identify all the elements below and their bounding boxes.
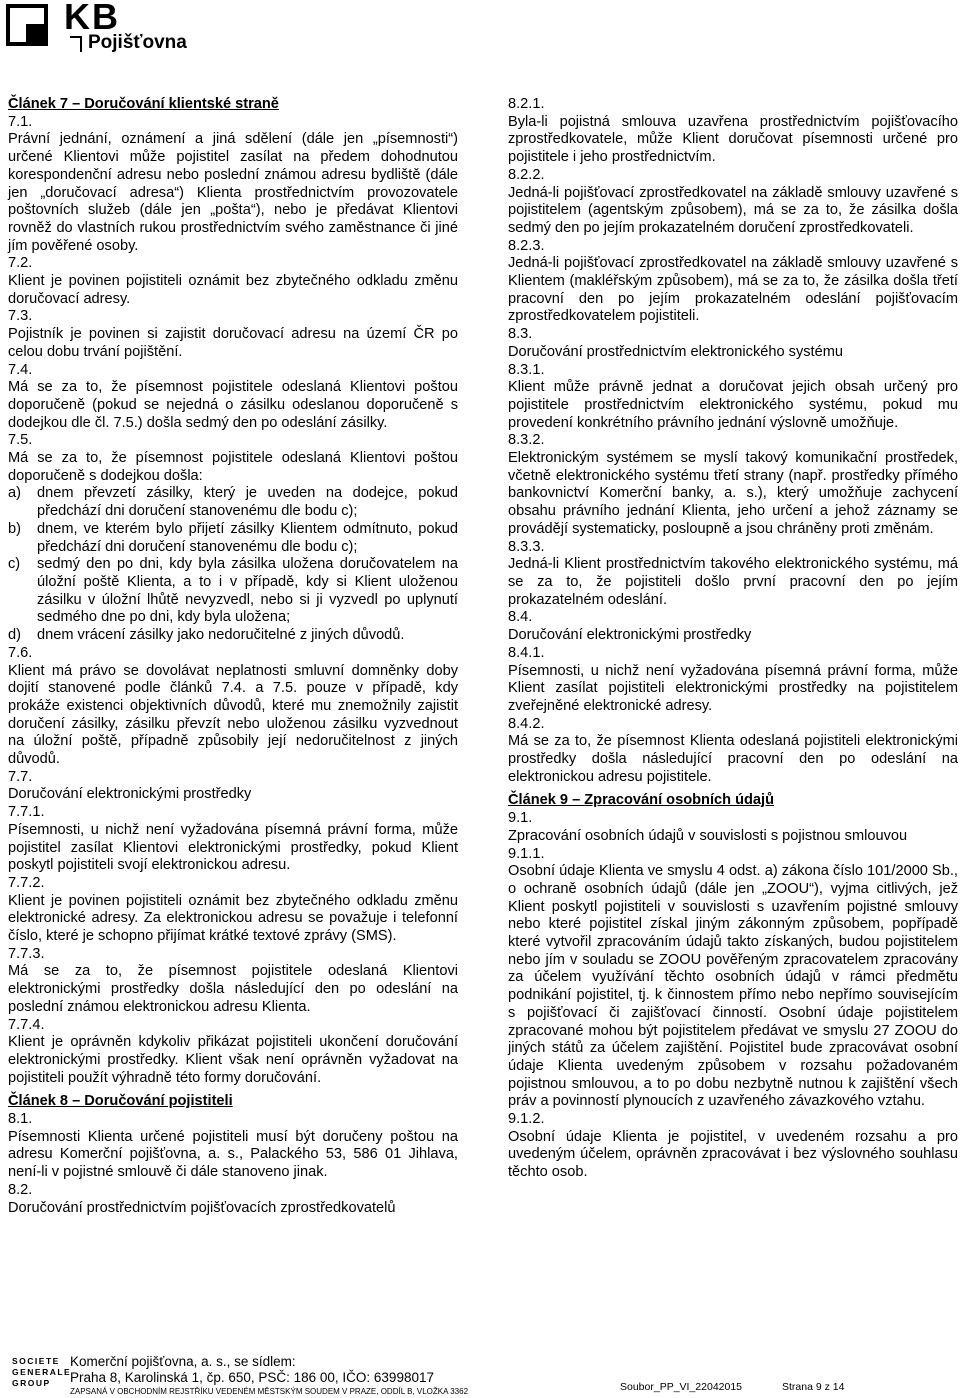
list-item: d) dnem vrácení zásilky jako nedoručitelné z jiných důvodů.	[8, 627, 405, 644]
section-number: 7.7.2.	[8, 874, 45, 891]
section-text: Doručování elektronickými prostředky	[8, 786, 252, 803]
article-7-heading: Článek 7 – Doručování klientské straně	[8, 96, 279, 112]
section-text: Osobní údaje Klienta ve smyslu 4 odst. a) zákona číslo 101/2000 Sb., o ochraně osobních údajů (dále jen „ZOOU“), vyjma citlivých, jež Klient poskytl pojistiteli v souvislosti s uzavřením pojistné smlouvy nebo které pojistitel získal jiným zákonným způsobem, popřípadě které vytvořil zpracováním údajů takto získaných, budou pojistitelem nebo jím v souladu se ZOOU pověřeným zpracovatelem zpracovány za účelem využívání těchto osobních údajů v rámci předmětu podnikání pojistitel, tj. k činnostem přímo nebo nepřímo souvisejícím s pojišťovací či zajišťovací činností. Osobní údaje pojistitelem zpracované mohou být pojistitelem předávat ve smyslu 27 ZOOU do jiných států za účelem zajištění. Pojistitel bude zpracovávat osobní údaje Klienta uvedeným způsobem v rozsahu požadovaném pojistnou smlouvou, a to po dobu nezbytně nutnou k zajištění všech práv a povinností plynoucích z uzavřeného závazkového vztahu.	[508, 863, 958, 1110]
section-text: Má se za to, že písemnost pojistitele odeslaná Klientovi poštou doporučeně (pokud se nejedná o zásilku odeslanou doporučeně s dodejkou dle čl. 7.5.) došla sedmý den po odeslání zásilky.	[8, 379, 458, 431]
section-number: 7.5.	[8, 432, 33, 449]
section-text: Má se za to, že písemnost pojistitele odeslaná Klientovi elektronickými prostředky došla následující den po odeslání na poslední známou elektronickou adresu Klienta.	[8, 963, 458, 1015]
list-item: c) sedmý den po dni, kdy byla zásilka uložena doručovatelem na úložní poště Klienta, a to i v případě, kdy si Klient uloženou zásilku v úložní lhůtě nevyzvedl, nebo si ji vyzvedl po uplynutí sedmého dne po dni, kdy byla uložena;	[8, 556, 458, 626]
section-text: Klient může právně jednat a doručovat jejich obsah určený pro pojistitele prostřednictvím elektronického systému, pokud mu provedení konkrétního právního jednání výslovně umožňuje.	[508, 379, 958, 431]
section-text: Zpracování osobních údajů v souvislosti s pojistnou smlouvou	[508, 827, 908, 844]
page-number: Strana 9 z 14	[782, 1381, 845, 1393]
section-text: Klient je povinen pojistiteli oznámit bez zbytečného odkladu změnu doručovací adresy.	[8, 273, 458, 307]
section-number: 8.4.1.	[508, 644, 545, 661]
section-number: 7.4.	[8, 361, 33, 378]
section-number: 7.1.	[8, 113, 33, 130]
section-text: Písemnosti, u nichž není vyžadována písemná právní forma, může pojistitel zasílat Klientovi elektronickými prostředky, pokud Klient poskytl pojistiteli svojí elektronickou adresu.	[8, 821, 458, 874]
section-text: Má se za to, že písemnost pojistitele odeslaná Klientovi poštou doporučeně s dodejkou došla:	[8, 450, 458, 484]
section-number: 8.2.	[8, 1181, 33, 1198]
section-number: 7.7.1.	[8, 804, 45, 821]
section-text: Klient je povinen pojistiteli oznámit bez zbytečného odkladu změnu elektronické adresy. Za elektronickou adresu se považuje i telefonní číslo, které je schopno přijímat krátké textové zprávy (SMS).	[8, 892, 458, 945]
section-number: 7.6.	[8, 644, 33, 661]
company-info: Komerční pojišťovna, a. s., se sídlem: Praha 8, Karolinská 1, čp. 650, PSČ: 186 00, IČO: 63998017 ZAPSANÁ V OBCHODNÍM REJSTŘÍKU VEDENÉM MĚSTSKÝM SOUDEM V PRAZE, ODDÍL B, VLOŽKA 3362	[70, 1354, 469, 1396]
section-number: 7.7.4.	[8, 1016, 45, 1033]
section-number: 8.3.1.	[508, 361, 545, 378]
logo-bracket-icon	[70, 36, 82, 52]
section-number: 8.2.3.	[508, 237, 545, 254]
section-number: 8.3.	[508, 326, 533, 343]
section-number: 8.2.1.	[508, 96, 545, 112]
section-number: 9.1.	[508, 810, 533, 827]
section-text: Jedná-li pojišťovací zprostředkovatel na základě smlouvy uzavřené s pojistitelem (agentským způsobem), má se za to, že zásilka došla sedmý den po jejím prokazatelném doručení zprostředkovateli.	[508, 184, 958, 236]
left-column	[8, 96, 458, 1217]
section-number: 8.3.2.	[508, 432, 545, 449]
section-text: Osobní údaje Klienta je pojistitel, v uvedeném rozsahu a pro uvedeným účelem, oprávněn zpracovávat i bez výslovného souhlasu těchto osob.	[508, 1128, 958, 1181]
section-number: 7.7.3.	[8, 945, 45, 962]
section-text: Má se za to, že písemnost Klienta odeslaná pojistiteli elektronickými prostředky došla následující pracovní den po odeslání na elektronickou adresu pojistitele.	[508, 733, 958, 785]
section-number: 7.7.	[8, 768, 33, 785]
logo-subtitle: Pojišťovna	[88, 32, 187, 53]
section-text: Doručování elektronickými prostředky	[508, 627, 752, 644]
section-text: Klient má právo se dovolávat neplatnosti smluvní domněnky doby dojití stanovené podle článků 7.4. a 7.5. pouze v případě, kdy prokáže existenci objektivních důvodů, které mu znemožnily zajistit doručení zásilky, zásilku převzít nebo uloženou zásilku vyzvednout na úložní poště, případně způsobily její nedoručitelnost z jiných důvodů.	[8, 662, 458, 768]
page-footer	[0, 1340, 960, 1398]
section-number: 7.2.	[8, 255, 33, 272]
section-number: 7.3.	[8, 308, 33, 325]
article-9-heading: Článek 9 – Zpracování osobních údajů	[508, 792, 775, 809]
societe-generale-logo: SOCIETE GENERALE GROUP	[12, 1356, 72, 1388]
section-number: 9.1.2.	[508, 1111, 545, 1128]
section-text: Klient je oprávněn kdykoliv přikázat pojistiteli ukončení doručování elektronickými prostředky. Klient však není oprávněn vyžadovat na pojistiteli použít výhradně této formy doručování.	[8, 1034, 458, 1086]
section-number: 8.4.2.	[508, 715, 545, 732]
section-text: Elektronickým systémem se myslí takový komunikační prostředek, včetně elektronického systému třetí strany (např. prostředky přímého bankovnictví Komerční banky, a. s.), který umožňuje zachycení obsahu právního jednání Klienta, jeho určení a jehož záznamy se provádějí systematicky, posloupně a jsou chráněny proti změnám.	[508, 450, 958, 537]
document-reference: Soubor_PP_VI_22042015	[620, 1381, 743, 1393]
kb-pojistovna-logo	[6, 0, 187, 53]
section-text: Doručování prostřednictvím pojišťovacích zprostředkovatelů	[8, 1199, 396, 1216]
section-text: Písemnosti Klienta určené pojistiteli musí být doručeny poštou na adresu Komerční pojišťovna, a. s., Palackého 53, 586 01 Jihlava, není-li v pojistné smlouvě či dále stanoveno jinak.	[8, 1128, 458, 1181]
section-text: Jedná-li Klient prostřednictvím takového elektronického systému, má se za to, že pojistiteli došlo první pracovní den po jejím prokazatelném odeslání.	[508, 556, 958, 608]
section-text: Jedná-li pojišťovací zprostředkovatel na základě smlouvy uzavřené s Klientem (makléřským způsobem), má se za to, že zásilka došla třetí pracovní den po jejím prokazatelném odeslání pojišťovacím zprostředkovatelem pojistiteli.	[508, 255, 958, 325]
logo-brand: KB	[64, 0, 120, 37]
article-8-heading: Článek 8 – Doručování pojistiteli	[8, 1093, 233, 1110]
section-text: Pojistník je povinen si zajistit doručovací adresu na území ČR po celou dobu trvání pojištění.	[8, 326, 458, 360]
section-number: 9.1.1.	[508, 845, 545, 862]
section-number: 8.4.	[508, 609, 533, 626]
section-text: Písemnosti, u nichž není vyžadována písemná právní forma, může Klient zasílat pojistiteli elektronickými prostředky na pojistitelem zveřejněné elektronické adresy.	[508, 662, 958, 714]
section-number: 8.2.2.	[508, 166, 545, 183]
section-text: Doručování prostřednictvím elektronického systému	[508, 343, 843, 360]
section-text: Byla-li pojistná smlouva uzavřena prostřednictvím pojišťovacího zprostředkovatele, může Klient doručovat písemnosti určené pro pojistitele i jeho prostřednictvím.	[508, 113, 958, 166]
list-item: b) dnem, ve kterém bylo přijetí zásilky Klientem odmítnuto, pokud předchází dni doručení stanovenému dle bodu c);	[8, 520, 458, 555]
section-text: Právní jednání, oznámení a jiná sdělení (dále jen „písemnosti“) určené Klientovi může pojistitel zasílat na předem dohodnutou korespondenční adresu nebo poslední známou adresu bydliště (dále jen „doručovací adresa“) Klienta prostřednictvím provozovatele poštovních služeb (dále jen „pošta“), nebo je předávat Klientovi rovněž do vlastních rukou prostřednictvím svého zaměstnance či jiné jím pověřené osoby.	[8, 131, 458, 254]
section-number: 8.1.	[8, 1111, 33, 1128]
section-number: 8.3.3.	[508, 538, 545, 555]
right-column	[508, 96, 958, 1182]
list-item: a) dnem převzetí zásilky, který je uveden na dodejce, pokud předchází dni doručení stanovenému dle bodu c);	[8, 485, 458, 520]
